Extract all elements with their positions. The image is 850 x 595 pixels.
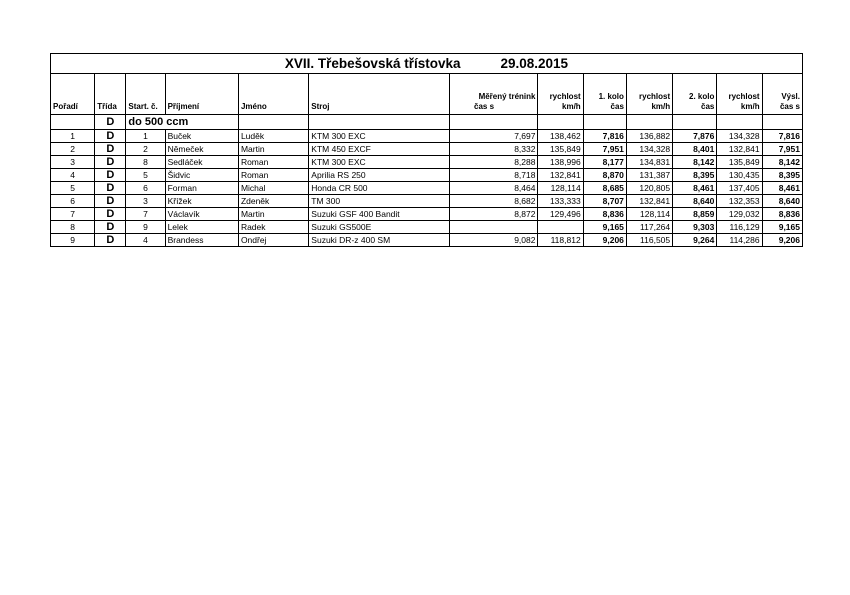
cell-prijmeni: Brandess [165,234,238,247]
cell-kolo1: 7,816 [583,130,626,143]
cell-trenink: 8,288 [450,156,538,169]
header-rychlost-2: rychlost km/h [626,74,672,115]
cell-stroj: TM 300 [309,195,450,208]
cell-stroj: KTM 450 EXCF [309,143,450,156]
cell-trida: D [95,208,126,221]
cell-rych3: 132,353 [717,195,762,208]
class-row [51,115,803,130]
cell-prijmeni: Šidvic [165,169,238,182]
cell-poradi: 2 [51,143,95,156]
cell-prijmeni: Němeček [165,143,238,156]
cell-kolo2: 8,859 [673,208,717,221]
cell-vysl: 8,395 [762,169,802,182]
header-prijmeni: Příjmení [165,74,238,115]
cell-rych2: 131,387 [626,169,672,182]
cell-trenink: 8,464 [450,182,538,195]
cell-jmeno: Martin [238,143,308,156]
cell-rych1 [538,221,583,234]
cell-poradi: 5 [51,182,95,195]
header-kolo-2: 2. kolo čas [673,74,717,115]
table-row [51,234,803,247]
cell-kolo2: 7,876 [673,130,717,143]
cell-poradi: 6 [51,195,95,208]
cell-rych3: 130,435 [717,169,762,182]
table-row [51,156,803,169]
table-row [51,195,803,208]
cell-start: 3 [126,195,165,208]
cell-poradi: 8 [51,221,95,234]
cell-start: 6 [126,182,165,195]
table-row [51,208,803,221]
race-date: 29.08.2015 [500,56,569,71]
table-row [51,169,803,182]
cell-start: 9 [126,221,165,234]
header-row [51,74,803,115]
cell-kolo1: 7,951 [583,143,626,156]
cell-jmeno: Roman [238,156,308,169]
cell-kolo2: 8,395 [673,169,717,182]
header-trida: Třída [95,74,126,115]
cell-rych3: 134,328 [717,130,762,143]
cell-kolo2: 8,401 [673,143,717,156]
cell-kolo1: 8,870 [583,169,626,182]
cell-kolo2: 9,303 [673,221,717,234]
table-row [51,182,803,195]
header-poradi: Pořadí [51,74,95,115]
cell-prijmeni: Buček [165,130,238,143]
cell-rych3: 116,129 [717,221,762,234]
cell-rych2: 134,328 [626,143,672,156]
cell-trida: D [95,169,126,182]
cell-stroj: Suzuki GS500E [309,221,450,234]
cell-trenink [450,221,538,234]
cell-jmeno: Ondřej [238,234,308,247]
header-vysledny-cas: Výsl. čas s [762,74,802,115]
cell-trenink: 8,332 [450,143,538,156]
header-rychlost-3: rychlost km/h [717,74,762,115]
cell-stroj: Suzuki DR-z 400 SM [309,234,450,247]
cell-kolo1: 9,206 [583,234,626,247]
class-code: D [95,115,126,130]
cell-kolo1: 8,707 [583,195,626,208]
cell-vysl: 8,142 [762,156,802,169]
cell-kolo1: 8,685 [583,182,626,195]
cell-prijmeni: Sedláček [165,156,238,169]
cell-trida: D [95,130,126,143]
cell-jmeno: Michal [238,182,308,195]
results-body [51,130,803,247]
results-sheet [50,53,803,247]
cell-trida: D [95,195,126,208]
cell-kolo2: 8,142 [673,156,717,169]
results-table [50,53,803,247]
cell-trida: D [95,143,126,156]
cell-prijmeni: Lelek [165,221,238,234]
cell-vysl: 7,816 [762,130,802,143]
cell-rych3: 114,286 [717,234,762,247]
cell-stroj: Aprilia RS 250 [309,169,450,182]
cell-rych2: 120,805 [626,182,672,195]
cell-start: 8 [126,156,165,169]
cell-trenink: 8,718 [450,169,538,182]
header-trenink: Měřený trénink čas s [450,74,538,115]
cell-trida: D [95,156,126,169]
cell-rych1: 128,114 [538,182,583,195]
cell-rych1: 133,333 [538,195,583,208]
cell-vysl: 8,836 [762,208,802,221]
cell-rych3: 129,032 [717,208,762,221]
cell-prijmeni: Václavík [165,208,238,221]
cell-jmeno: Martin [238,208,308,221]
cell-vysl: 8,461 [762,182,802,195]
cell-rych2: 116,505 [626,234,672,247]
cell-trida: D [95,221,126,234]
cell-rych1: 129,496 [538,208,583,221]
cell-kolo1: 8,836 [583,208,626,221]
cell-start: 4 [126,234,165,247]
page-title: XVII. Třebešovská třístovka [284,56,461,71]
header-jmeno: Jméno [238,74,308,115]
cell-jmeno: Zdeněk [238,195,308,208]
table-row [51,221,803,234]
cell-trida: D [95,182,126,195]
cell-trenink: 9,082 [450,234,538,247]
cell-rych2: 136,882 [626,130,672,143]
cell-vysl: 9,165 [762,221,802,234]
cell-rych2: 117,264 [626,221,672,234]
cell-trenink: 8,872 [450,208,538,221]
table-row [51,143,803,156]
cell-kolo1: 9,165 [583,221,626,234]
cell-start: 2 [126,143,165,156]
cell-prijmeni: Forman [165,182,238,195]
cell-stroj: KTM 300 EXC [309,130,450,143]
header-rychlost-1: rychlost km/h [538,74,583,115]
cell-jmeno: Luděk [238,130,308,143]
title-cell [51,54,803,74]
cell-rych1: 132,841 [538,169,583,182]
cell-vysl: 7,951 [762,143,802,156]
cell-poradi: 1 [51,130,95,143]
header-stroj: Stroj [309,74,450,115]
cell-rych1: 138,462 [538,130,583,143]
cell-trenink: 7,697 [450,130,538,143]
cell-rych2: 132,841 [626,195,672,208]
cell-start: 7 [126,208,165,221]
cell-stroj: Honda CR 500 [309,182,450,195]
table-row [51,130,803,143]
cell-rych3: 135,849 [717,156,762,169]
cell-poradi: 3 [51,156,95,169]
title-row [51,54,803,74]
cell-jmeno: Roman [238,169,308,182]
cell-vysl: 9,206 [762,234,802,247]
cell-prijmeni: Křížek [165,195,238,208]
cell-poradi: 9 [51,234,95,247]
cell-rych1: 118,812 [538,234,583,247]
cell-rych3: 132,841 [717,143,762,156]
cell-start: 5 [126,169,165,182]
cell-kolo2: 8,640 [673,195,717,208]
cell-kolo2: 8,461 [673,182,717,195]
cell-poradi: 7 [51,208,95,221]
cell-trida: D [95,234,126,247]
cell-jmeno: Radek [238,221,308,234]
header-kolo-1: 1. kolo čas [583,74,626,115]
class-label: do 500 ccm [126,115,239,130]
cell-trenink: 8,682 [450,195,538,208]
cell-rych3: 137,405 [717,182,762,195]
cell-rych2: 134,831 [626,156,672,169]
cell-rych1: 138,996 [538,156,583,169]
cell-rych2: 128,114 [626,208,672,221]
cell-stroj: Suzuki GSF 400 Bandit [309,208,450,221]
header-start: Start. č. [126,74,165,115]
cell-vysl: 8,640 [762,195,802,208]
cell-kolo1: 8,177 [583,156,626,169]
cell-stroj: KTM 300 EXC [309,156,450,169]
cell-start: 1 [126,130,165,143]
cell-kolo2: 9,264 [673,234,717,247]
cell-rych1: 135,849 [538,143,583,156]
cell-poradi: 4 [51,169,95,182]
